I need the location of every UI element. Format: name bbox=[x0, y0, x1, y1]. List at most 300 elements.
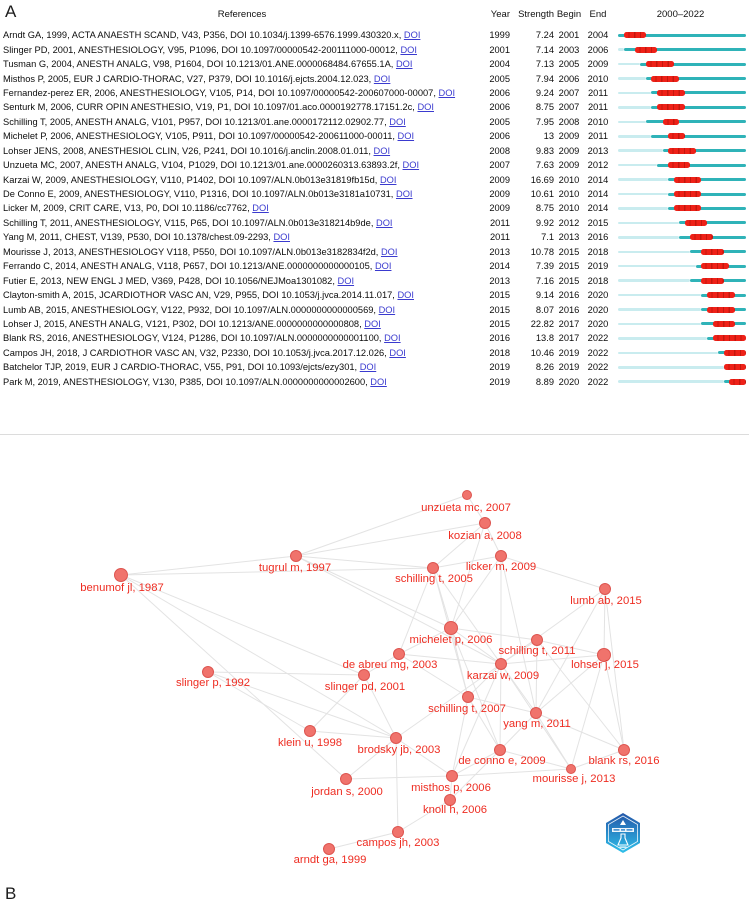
doi-link[interactable]: DOI bbox=[364, 318, 381, 329]
pre-publication-segment bbox=[618, 265, 696, 268]
year-value: 2007 bbox=[489, 160, 510, 171]
begin-value: 2010 bbox=[558, 189, 580, 200]
doi-link[interactable]: DOI bbox=[397, 131, 415, 142]
end-value: 2015 bbox=[587, 217, 609, 228]
year-value: 2015 bbox=[489, 304, 510, 315]
burst-segment bbox=[668, 133, 685, 139]
burst-segment bbox=[707, 307, 735, 313]
strength-value: 7.14 bbox=[535, 44, 554, 55]
burst-segment bbox=[713, 321, 735, 327]
network-node-label: mourisse j, 2013 bbox=[532, 773, 616, 785]
pre-publication-segment bbox=[618, 121, 646, 124]
column-header-references: References bbox=[217, 8, 267, 20]
burst-timeline-bar bbox=[618, 144, 746, 158]
table-row bbox=[0, 317, 749, 331]
active-years-segment bbox=[646, 120, 746, 123]
pre-publication-segment bbox=[618, 294, 701, 297]
pre-publication-segment bbox=[618, 77, 646, 80]
strength-value: 9.83 bbox=[535, 145, 554, 156]
network-node bbox=[599, 583, 611, 595]
year-value: 2009 bbox=[489, 174, 510, 185]
table-row bbox=[0, 187, 749, 201]
begin-value: 2001 bbox=[558, 30, 580, 41]
begin-value: 2015 bbox=[558, 261, 580, 272]
end-value: 2020 bbox=[587, 304, 609, 315]
burst-segment bbox=[657, 104, 685, 110]
burst-timeline-bar bbox=[618, 245, 746, 259]
network-node bbox=[462, 490, 472, 500]
pre-publication-segment bbox=[618, 63, 640, 66]
strength-value: 13.8 bbox=[535, 333, 554, 344]
end-value: 2004 bbox=[587, 30, 609, 41]
begin-value: 2019 bbox=[558, 347, 580, 358]
pre-publication-segment bbox=[618, 178, 668, 181]
begin-value: 2007 bbox=[558, 102, 580, 113]
pre-publication-segment bbox=[618, 164, 657, 167]
network-edge bbox=[121, 575, 396, 738]
reference-text: Mourisse J, 2013, ANESTHESIOLOGY V118, P550, DOI 10.1097/ALN.0b013e3182834f2d, DOI bbox=[3, 246, 398, 257]
table-row bbox=[0, 230, 749, 244]
strength-value: 7.1 bbox=[541, 232, 554, 243]
table-row bbox=[0, 259, 749, 273]
reference-text: Park M, 2019, ANESTHESIOLOGY, V130, P385, DOI 10.1097/ALN.0000000000002600, DOI bbox=[3, 376, 387, 387]
year-value: 2009 bbox=[489, 203, 510, 214]
burst-timeline-bar bbox=[618, 259, 746, 273]
end-value: 2010 bbox=[587, 116, 609, 127]
burst-timeline-bar bbox=[618, 187, 746, 201]
burst-segment bbox=[701, 278, 723, 284]
network-node bbox=[444, 621, 458, 635]
table-header bbox=[0, 6, 749, 22]
doi-link[interactable]: DOI bbox=[402, 160, 420, 171]
end-value: 2014 bbox=[587, 203, 609, 214]
year-value: 2013 bbox=[489, 246, 510, 257]
table-row bbox=[0, 42, 749, 56]
doi-link[interactable]: DOI bbox=[378, 304, 396, 315]
publisher-logo-icon bbox=[604, 812, 642, 854]
pre-publication-segment bbox=[618, 366, 724, 369]
column-header-begin: Begin bbox=[556, 8, 582, 20]
year-value: 2018 bbox=[489, 347, 510, 358]
burst-timeline-bar bbox=[618, 100, 746, 114]
year-value: 2008 bbox=[489, 145, 510, 156]
panel-b-label: B bbox=[5, 884, 17, 903]
pre-publication-segment bbox=[618, 207, 668, 210]
burst-timeline-bar bbox=[618, 317, 746, 331]
reference-text: Karzai W, 2009, ANESTHESIOLOGY, V110, P1402, DOI 10.1097/ALN.0b013e31819fb15d, DOI bbox=[3, 174, 397, 185]
pre-publication-segment bbox=[618, 337, 707, 340]
network-node-label: arndt ga, 1999 bbox=[293, 854, 367, 866]
burst-table bbox=[0, 28, 749, 389]
network-node-label: benumof jl, 1987 bbox=[80, 582, 164, 594]
doi-link[interactable]: DOI bbox=[403, 30, 421, 41]
end-value: 2016 bbox=[587, 232, 609, 243]
network-node bbox=[340, 773, 352, 785]
end-value: 2020 bbox=[587, 318, 609, 329]
burst-timeline-bar bbox=[618, 158, 746, 172]
network-edges bbox=[0, 434, 749, 867]
doi-link[interactable]: DOI bbox=[380, 246, 398, 257]
reference-text: Tusman G, 2004, ANESTH ANALG, V98, P1604, DOI 10.1213/01.ANE.0000068484.67655.1A, DOI bbox=[3, 59, 413, 70]
strength-value: 8.75 bbox=[535, 203, 554, 214]
table-row bbox=[0, 302, 749, 316]
table-row bbox=[0, 273, 749, 287]
column-header-end: End bbox=[589, 8, 607, 20]
network-node bbox=[290, 550, 302, 562]
burst-timeline-bar bbox=[618, 57, 746, 71]
burst-segment bbox=[646, 61, 674, 67]
burst-timeline-bar bbox=[618, 28, 746, 42]
network-node-label: schilling t, 2005 bbox=[395, 573, 473, 585]
end-value: 2018 bbox=[587, 246, 609, 257]
begin-value: 2010 bbox=[558, 203, 580, 214]
network-node-label: slinger p, 1992 bbox=[175, 677, 251, 689]
burst-timeline-bar bbox=[618, 288, 746, 302]
doi-link[interactable]: DOI bbox=[395, 59, 413, 70]
year-value: 2019 bbox=[489, 362, 510, 373]
burst-timeline-bar bbox=[618, 129, 746, 143]
burst-segment bbox=[674, 177, 702, 183]
network-node-label: karzai w, 2009 bbox=[466, 670, 540, 682]
network-edge bbox=[346, 776, 452, 779]
network-panel bbox=[0, 434, 749, 903]
end-value: 2022 bbox=[587, 362, 609, 373]
end-value: 2022 bbox=[587, 376, 609, 387]
table-row bbox=[0, 129, 749, 143]
pre-publication-segment bbox=[618, 380, 724, 383]
pre-publication-segment bbox=[618, 251, 690, 254]
network-node bbox=[495, 658, 507, 670]
burst-timeline-bar bbox=[618, 71, 746, 85]
doi-link[interactable]: DOI bbox=[359, 362, 377, 373]
reference-text: Slinger PD, 2001, ANESTHESIOLOGY, V95, P1096, DOI 10.1097/00000542-200111000-00012, DOI bbox=[3, 44, 417, 55]
network-node-label: misthos p, 2006 bbox=[411, 782, 491, 794]
doi-link[interactable]: DOI bbox=[395, 189, 413, 200]
pre-publication-segment bbox=[618, 106, 651, 109]
column-header-strength: Strength bbox=[518, 8, 554, 20]
begin-value: 2006 bbox=[558, 73, 580, 84]
begin-value: 2015 bbox=[558, 275, 580, 286]
table-row bbox=[0, 216, 749, 230]
active-years-segment bbox=[679, 236, 746, 239]
end-value: 2009 bbox=[587, 59, 609, 70]
burst-segment bbox=[701, 263, 729, 269]
burst-timeline-bar bbox=[618, 216, 746, 230]
burst-segment bbox=[724, 364, 746, 370]
network-node-label: schilling t, 2007 bbox=[428, 703, 506, 715]
end-value: 2011 bbox=[588, 87, 608, 98]
doi-link[interactable]: DOI bbox=[273, 232, 290, 243]
burst-segment bbox=[651, 76, 679, 82]
burst-timeline-bar bbox=[618, 230, 746, 244]
network-node-label: slinger pd, 2001 bbox=[324, 681, 406, 693]
reference-text: Campos JH, 2018, J CARDIOTHOR VASC AN, V32, P2330, DOI 10.1053/j.jvca.2017.12.026, DOI bbox=[3, 347, 406, 358]
year-value: 2004 bbox=[489, 59, 510, 70]
strength-value: 8.89 bbox=[535, 376, 554, 387]
begin-value: 2009 bbox=[558, 145, 580, 156]
year-value: 2005 bbox=[489, 116, 510, 127]
reference-text: Clayton-smith A, 2015, JCARDIOTHOR VASC AN, V29, P955, DOI 10.1053/j.jvca.2014.11.017, DOI bbox=[3, 290, 414, 301]
end-value: 2022 bbox=[587, 333, 609, 344]
network-node-label: klein u, 1998 bbox=[277, 737, 343, 749]
table-row bbox=[0, 331, 749, 345]
year-value: 2001 bbox=[489, 44, 510, 55]
end-value: 2014 bbox=[587, 174, 609, 185]
begin-value: 2016 bbox=[558, 290, 580, 301]
reference-text: Yang M, 2011, CHEST, V139, P530, DOI 10.1378/chest.09-2293, DOI bbox=[3, 232, 290, 243]
year-value: 2019 bbox=[489, 376, 510, 387]
begin-value: 2017 bbox=[558, 318, 580, 329]
burst-segment bbox=[701, 249, 723, 255]
burst-segment bbox=[663, 119, 680, 125]
begin-value: 2008 bbox=[558, 116, 580, 127]
year-value: 2015 bbox=[489, 290, 510, 301]
year-value: 2006 bbox=[489, 102, 510, 113]
year-value: 2006 bbox=[489, 131, 510, 142]
burst-timeline-bar bbox=[618, 331, 746, 345]
doi-link[interactable]: DOI bbox=[337, 275, 355, 286]
network-node-label: lohser j, 2015 bbox=[571, 659, 639, 671]
burst-timeline-bar bbox=[618, 86, 746, 100]
doi-link[interactable]: DOI bbox=[438, 87, 456, 98]
doi-link[interactable]: DOI bbox=[379, 174, 397, 185]
network-node bbox=[304, 725, 316, 737]
doi-link[interactable]: DOI bbox=[417, 102, 434, 113]
reference-text: Fernandez-perez ER, 2006, ANESTHESIOLOGY, V105, P14, DOI 10.1097/00000542-200607000-00007, DOI bbox=[3, 87, 456, 98]
end-value: 2010 bbox=[587, 73, 609, 84]
pre-publication-segment bbox=[618, 352, 718, 355]
doi-link[interactable]: DOI bbox=[375, 217, 393, 228]
strength-value: 7.63 bbox=[535, 160, 554, 171]
begin-value: 2019 bbox=[558, 362, 580, 373]
end-value: 2012 bbox=[587, 160, 609, 171]
end-value: 2011 bbox=[588, 102, 608, 113]
pre-publication-segment bbox=[618, 323, 701, 326]
table-row bbox=[0, 245, 749, 259]
doi-link[interactable]: DOI bbox=[374, 261, 392, 272]
pre-publication-segment bbox=[618, 308, 701, 311]
begin-value: 2005 bbox=[558, 59, 580, 70]
end-value: 2006 bbox=[587, 44, 609, 55]
reference-text: Batchelor TJP, 2019, EUR J CARDIO-THORAC, V55, P91, DOI 10.1093/ejcts/ezy301, DOI bbox=[3, 362, 377, 373]
reference-text: Blank RS, 2016, ANESTHESIOLOGY, V124, P1286, DOI 10.1097/ALN.0000000000001100, DOI bbox=[3, 333, 401, 344]
table-row bbox=[0, 360, 749, 374]
reference-text: Ferrando C, 2014, ANESTH ANALG, V118, P657, DOI 10.1213/ANE.0000000000000105, DOI bbox=[3, 261, 392, 272]
begin-value: 2009 bbox=[558, 160, 580, 171]
active-years-segment bbox=[651, 135, 746, 138]
year-value: 2006 bbox=[489, 87, 510, 98]
begin-value: 2016 bbox=[558, 304, 580, 315]
pre-publication-segment bbox=[618, 236, 679, 239]
doi-link[interactable]: DOI bbox=[373, 73, 391, 84]
network-node-label: michelet p, 2006 bbox=[409, 634, 493, 646]
strength-value: 9.24 bbox=[535, 87, 554, 98]
strength-value: 10.46 bbox=[530, 347, 554, 358]
strength-value: 10.78 bbox=[530, 246, 554, 257]
burst-timeline-bar bbox=[618, 360, 746, 374]
year-value: 2005 bbox=[489, 73, 510, 84]
network-node bbox=[390, 732, 402, 744]
network-node bbox=[114, 568, 128, 582]
burst-segment bbox=[724, 350, 746, 356]
burst-segment bbox=[707, 292, 735, 298]
year-value: 2015 bbox=[489, 318, 510, 329]
begin-value: 2009 bbox=[558, 131, 580, 142]
network-node-label: knoll h, 2006 bbox=[422, 804, 488, 816]
network-node bbox=[462, 691, 474, 703]
strength-value: 9.14 bbox=[535, 290, 554, 301]
network-node-label: schilling t, 2011 bbox=[498, 645, 576, 657]
network-node-label: unzueta mc, 2007 bbox=[421, 502, 511, 514]
table-row bbox=[0, 201, 749, 215]
network-node-label: lumb ab, 2015 bbox=[570, 595, 642, 607]
network-edge bbox=[571, 655, 604, 769]
strength-value: 7.16 bbox=[535, 275, 554, 286]
network-node-label: tugrul m, 1997 bbox=[258, 562, 332, 574]
burst-segment bbox=[674, 191, 702, 197]
burst-segment bbox=[635, 47, 657, 53]
begin-value: 2015 bbox=[558, 246, 580, 257]
table-row bbox=[0, 144, 749, 158]
burst-timeline-bar bbox=[618, 172, 746, 186]
strength-value: 7.24 bbox=[535, 30, 554, 41]
burst-timeline-bar bbox=[618, 115, 746, 129]
strength-value: 10.61 bbox=[530, 189, 554, 200]
burst-timeline-bar bbox=[618, 302, 746, 316]
column-header-year: Year bbox=[490, 8, 510, 20]
table-row bbox=[0, 346, 749, 360]
year-value: 2016 bbox=[489, 333, 510, 344]
year-value: 2011 bbox=[490, 232, 510, 243]
pre-publication-segment bbox=[618, 48, 624, 51]
burst-segment bbox=[668, 162, 690, 168]
reference-text: Futier E, 2013, NEW ENGL J MED, V369, P428, DOI 10.1056/NEJMoa1301082, DOI bbox=[3, 275, 355, 286]
strength-value: 16.69 bbox=[530, 174, 554, 185]
table-row bbox=[0, 28, 749, 42]
doi-link[interactable]: DOI bbox=[252, 203, 269, 214]
table-row bbox=[0, 115, 749, 129]
end-value: 2022 bbox=[587, 347, 609, 358]
network-node-label: yang m, 2011 bbox=[503, 718, 571, 730]
end-value: 2019 bbox=[587, 261, 609, 272]
end-value: 2014 bbox=[587, 189, 609, 200]
table-row bbox=[0, 71, 749, 85]
pre-publication-segment bbox=[618, 135, 651, 138]
table-row bbox=[0, 86, 749, 100]
network-node-label: licker m, 2009 bbox=[465, 561, 537, 573]
pre-publication-segment bbox=[618, 222, 679, 225]
reference-text: Licker M, 2009, CRIT CARE, V13, P0, DOI 10.1186/cc7762, DOI bbox=[3, 203, 269, 214]
doi-link[interactable]: DOI bbox=[389, 116, 406, 127]
burst-segment bbox=[624, 32, 646, 38]
end-value: 2018 bbox=[587, 275, 609, 286]
network-node-label: brodsky jb, 2003 bbox=[357, 744, 441, 756]
burst-timeline-bar bbox=[618, 375, 746, 389]
column-header-timeline: 2000–2022 bbox=[656, 8, 705, 20]
begin-value: 2007 bbox=[558, 87, 580, 98]
doi-link[interactable]: DOI bbox=[373, 145, 391, 156]
reference-text: Lohser J, 2015, ANESTH ANALG, V121, P302, DOI 10.1213/ANE.0000000000000808, DOI bbox=[3, 318, 381, 329]
pre-publication-segment bbox=[618, 193, 668, 196]
pre-publication-segment bbox=[618, 92, 651, 95]
strength-value: 13 bbox=[543, 131, 554, 142]
doi-link[interactable]: DOI bbox=[370, 376, 387, 387]
burst-segment bbox=[668, 148, 696, 154]
network-node-label: de abreu mg, 2003 bbox=[342, 659, 438, 671]
doi-link[interactable]: DOI bbox=[400, 44, 417, 55]
strength-value: 8.26 bbox=[535, 362, 554, 373]
reference-text: Senturk M, 2006, CURR OPIN ANESTHESIO, V19, P1, DOI 10.1097/01.aco.0000192778.17151.2c, DOI bbox=[3, 102, 434, 113]
network-node-label: kozian a, 2008 bbox=[448, 530, 522, 542]
doi-link[interactable]: DOI bbox=[397, 290, 414, 301]
year-value: 2014 bbox=[489, 261, 510, 272]
table-row bbox=[0, 375, 749, 389]
begin-value: 2010 bbox=[558, 174, 580, 185]
doi-link[interactable]: DOI bbox=[389, 347, 406, 358]
end-value: 2013 bbox=[587, 145, 609, 156]
reference-text: Schilling T, 2005, ANESTH ANALG, V101, P957, DOI 10.1213/01.ane.0000172112.02902.77, DOI bbox=[3, 116, 406, 127]
reference-text: De Conno E, 2009, ANESTHESIOLOGY, V110, P1316, DOI 10.1097/ALN.0b013e3181a10731, DOI bbox=[3, 189, 413, 200]
table-row bbox=[0, 288, 749, 302]
strength-value: 22.82 bbox=[530, 318, 554, 329]
doi-link[interactable]: DOI bbox=[384, 333, 401, 344]
burst-segment bbox=[674, 205, 702, 211]
strength-value: 7.13 bbox=[535, 59, 554, 70]
burst-segment bbox=[657, 90, 685, 96]
strength-value: 7.39 bbox=[535, 261, 554, 272]
burst-segment bbox=[690, 234, 712, 240]
table-row bbox=[0, 57, 749, 71]
network-node-label: de conno e, 2009 bbox=[458, 755, 546, 767]
end-value: 2011 bbox=[588, 131, 608, 142]
pre-publication-segment bbox=[618, 149, 663, 152]
begin-value: 2003 bbox=[558, 44, 580, 55]
burst-segment bbox=[685, 220, 707, 226]
strength-value: 8.75 bbox=[535, 102, 554, 113]
burst-segment bbox=[729, 379, 746, 385]
table-row bbox=[0, 158, 749, 172]
strength-value: 9.92 bbox=[535, 217, 554, 228]
reference-text: Lumb AB, 2015, ANESTHESIOLOGY, V122, P932, DOI 10.1097/ALN.0000000000000569, DOI bbox=[3, 304, 396, 315]
year-value: 2009 bbox=[489, 189, 510, 200]
table-row bbox=[0, 100, 749, 114]
reference-text: Misthos P, 2005, EUR J CARDIO-THORAC, V27, P379, DOI 10.1016/j.ejcts.2004.12.023, DOI bbox=[3, 73, 391, 84]
end-value: 2020 bbox=[587, 290, 609, 301]
burst-timeline-bar bbox=[618, 346, 746, 360]
pre-publication-segment bbox=[618, 279, 690, 282]
reference-text: Schilling T, 2011, ANESTHESIOLOGY, V115, P65, DOI 10.1097/ALN.0b013e318214b9de, DOI bbox=[3, 217, 393, 228]
network-node-label: blank rs, 2016 bbox=[588, 755, 660, 767]
strength-value: 8.07 bbox=[535, 304, 554, 315]
network-node-label: jordan s, 2000 bbox=[311, 786, 383, 798]
burst-timeline-bar bbox=[618, 273, 746, 287]
begin-value: 2017 bbox=[558, 333, 580, 344]
network-node-label: campos jh, 2003 bbox=[356, 837, 440, 849]
panel-a-label: A bbox=[5, 2, 17, 21]
begin-value: 2012 bbox=[558, 217, 580, 228]
year-value: 2011 bbox=[490, 217, 510, 228]
network-node bbox=[479, 517, 491, 529]
reference-text: Arndt GA, 1999, ACTA ANAESTH SCAND, V43, P356, DOI 10.1034/j.1399-6576.1999.430320.x, DOI bbox=[3, 30, 421, 41]
year-value: 1999 bbox=[489, 30, 510, 41]
reference-text: Michelet P, 2006, ANESTHESIOLOGY, V105, P911, DOI 10.1097/00000542-200611000-00011, DOI bbox=[3, 131, 415, 142]
reference-text: Unzueta MC, 2007, ANESTH ANALG, V104, P1029, DOI 10.1213/01.ane.0000260313.63893.2f, DOI bbox=[3, 160, 420, 171]
strength-value: 7.94 bbox=[535, 73, 554, 84]
network-node bbox=[446, 770, 458, 782]
strength-value: 7.95 bbox=[535, 116, 554, 127]
burst-timeline-bar bbox=[618, 42, 746, 56]
reference-text: Lohser JENS, 2008, ANESTHESIOL CLIN, V26, P241, DOI 10.1016/j.anclin.2008.01.011, DOI bbox=[3, 145, 391, 156]
